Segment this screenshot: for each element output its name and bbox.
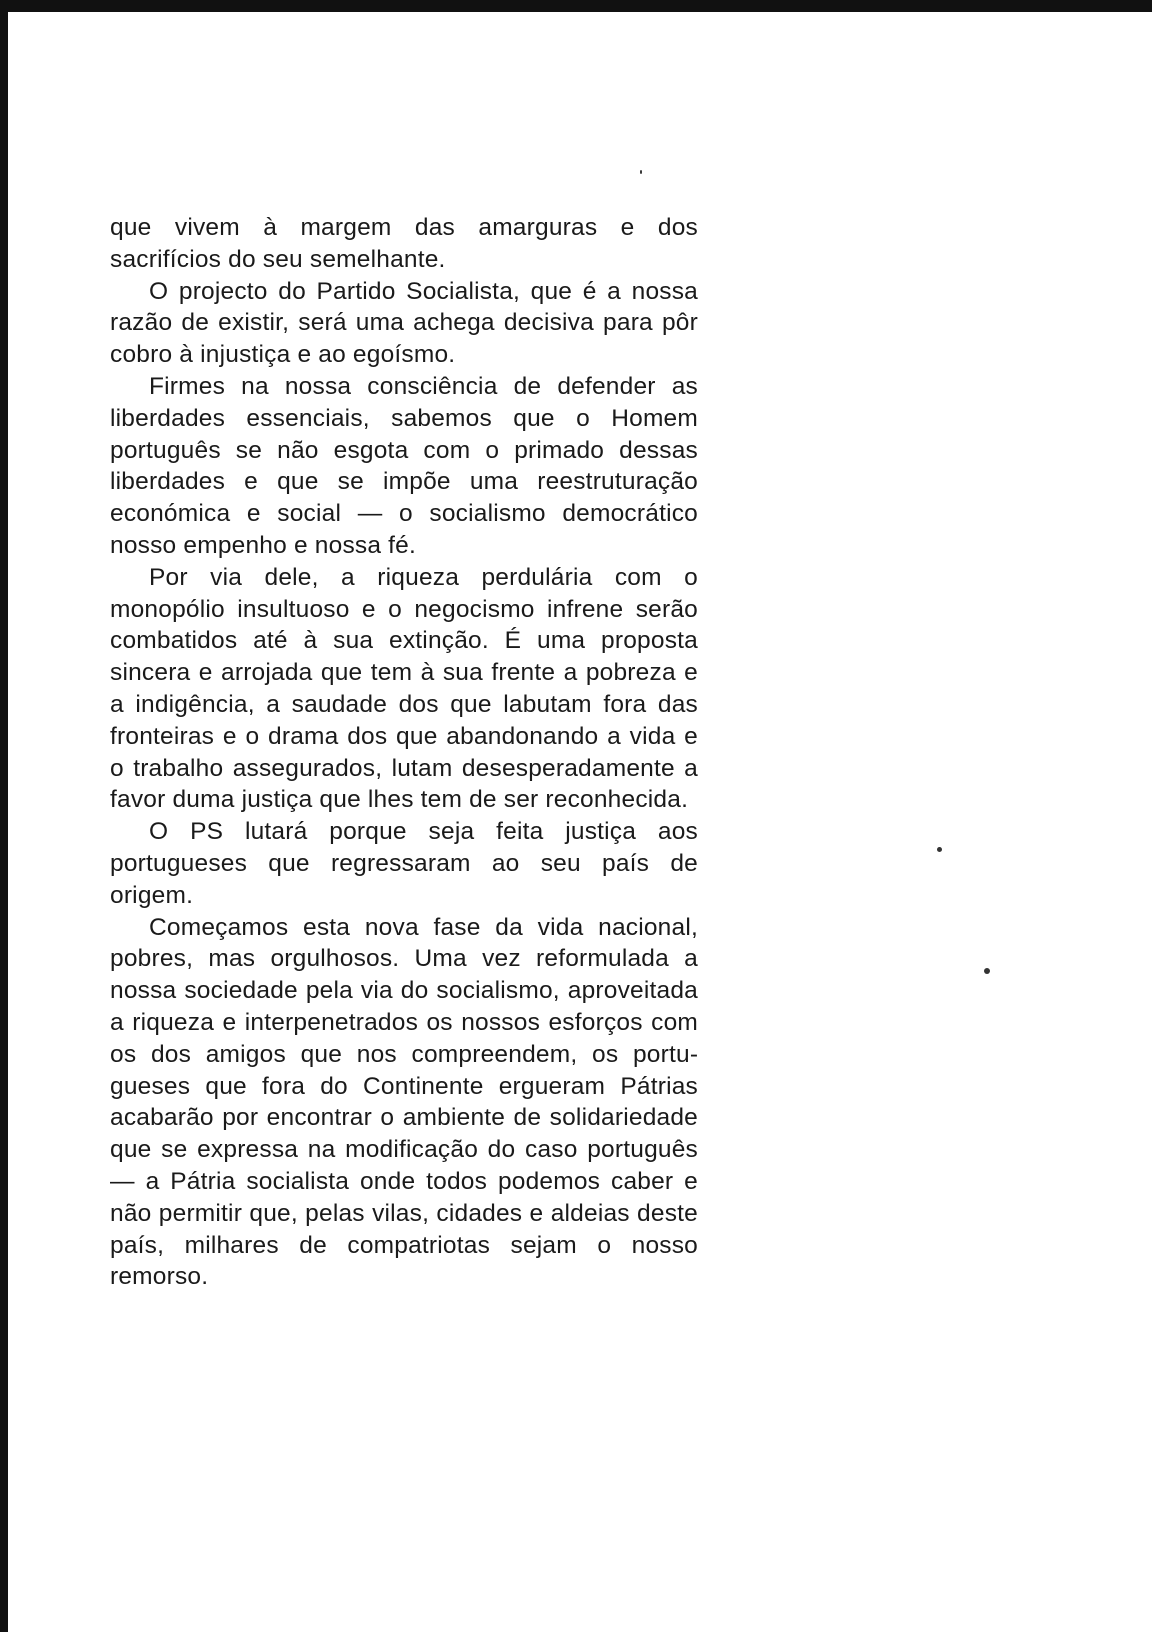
scan-speck [937, 847, 942, 852]
scan-speck [640, 170, 642, 174]
paragraph-2: O projecto do Partido Socialista, que é a nossa razão de existir, será uma achega decisiva para pôr cobro à injustiça e ao egoísmo. [110, 277, 698, 369]
scan-speck [984, 968, 990, 974]
paragraph-3: Firmes na nossa consciência de defender as liberdades essenciais, sabemos que o Homem português se não esgota com o primado dessas liberdades e que se impõe uma reestruturação económica e social — o socialismo democrático nosso empenho e nossa fé. [110, 372, 698, 559]
body-text [110, 212, 698, 1293]
paragraph-5: O PS lutará porque seja feita justiça aos portugueses que regressaram ao seu país de origem. [110, 818, 698, 909]
paragraph-6: Começamos esta nova fase da vida nacional, pobres, mas orgulhosos. Uma vez reformulada a nossa sociedade pela via do socialismo, aproveitada a riqueza e interpenetrados os nossos esforços com os dos amigos que nos compreendem, os portugueses que fora do Continente ergueram Pátrias acabarão por encontrar o ambiente de solidariedade que se expressa na modificação do caso português — a Pátria socialista onde todos podemos caber e não permitir que, pelas vilas, cidades e aldeias deste país, milhares de compatriotas sejam o nosso remorso. [110, 913, 698, 1291]
paragraph-4: Por via dele, a riqueza perdulária com o monopólio insultuoso e o negocismo infrene serão combatidos até à sua extinção. É uma proposta sincera e arrojada que tem à sua frente a pobreza e a indigência, a saudade dos que labutam fora das fronteiras e o drama dos que abandonando a vida e o trabalho assegurados, lutam desesperadamente a favor duma justiça que lhes tem de ser reconhecida. [110, 563, 698, 814]
paragraph-1: que vivem à margem das amarguras e dos sacrifícios do seu semelhante. [110, 214, 698, 273]
